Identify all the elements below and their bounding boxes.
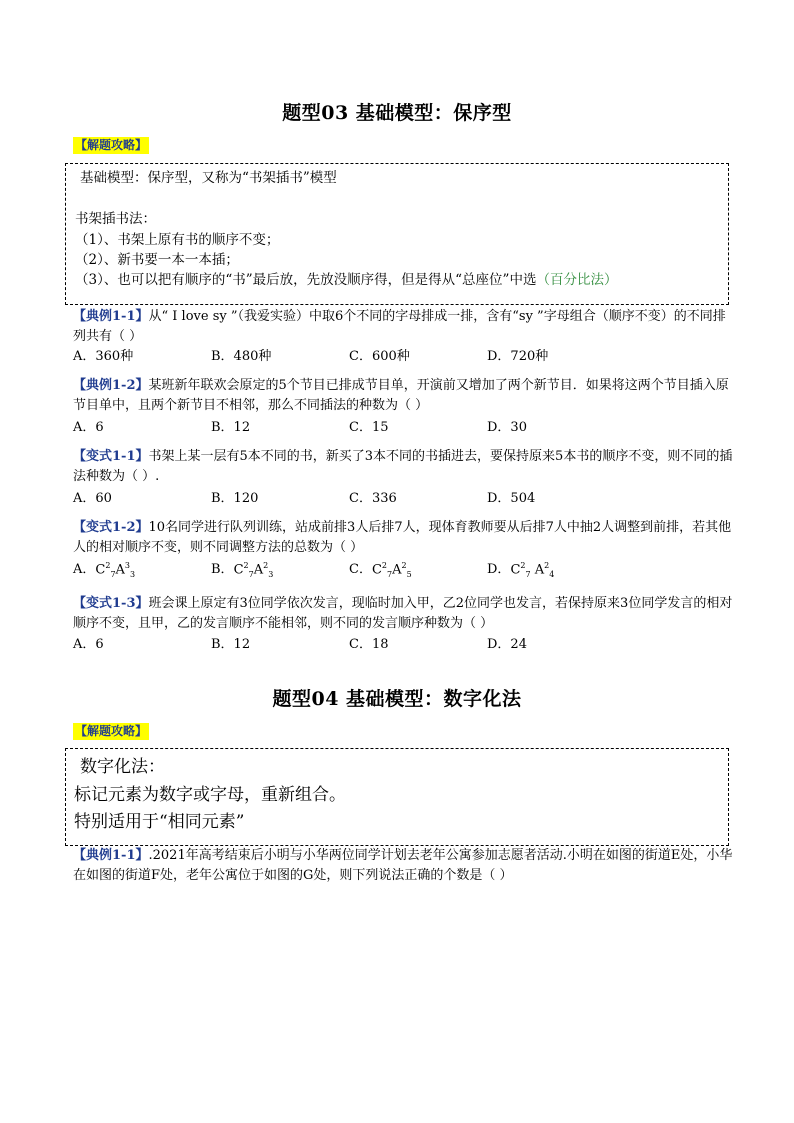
- box-line: （1）、书架上原有书的顺序不变；: [75, 232, 280, 248]
- option-b: B．12: [211, 420, 251, 435]
- option-b: B．12: [211, 637, 251, 652]
- option-c: C．$C^2_7A^2_5$: [349, 560, 412, 579]
- question-variant-1-1: [73, 447, 733, 487]
- question-example-2-1: [73, 846, 733, 886]
- section-title-04: 题型04 基础模型：数字化法: [272, 688, 522, 710]
- formula-icon: $C^2_7$ $A^2_4$: [510, 560, 555, 579]
- options-row: [73, 633, 733, 651]
- question-text: 书架上某一层有5本不同的书，新买了3本不同的书插进去，要保持原来5本书的顺序不变，则不同的插法种数为（ ）.: [73, 449, 733, 484]
- question-variant-1-2: [73, 518, 733, 558]
- question-label: 【变式1-3】: [73, 596, 149, 611]
- formula-icon: $C^2_7A^2_3$: [233, 560, 274, 579]
- option-a: A．60: [73, 491, 112, 506]
- strategy-tag: 【解题攻略】: [75, 138, 148, 152]
- option-d: D．720种: [487, 349, 549, 364]
- question-label: 【变式1-2】: [73, 520, 149, 535]
- option-c: C．18: [349, 637, 389, 652]
- option-d: D．$C^2_7$ $A^2_4$: [487, 560, 555, 579]
- question-label: 【变式1-1】: [73, 449, 149, 464]
- options-row: [73, 345, 733, 363]
- option-d: D．30: [487, 420, 527, 435]
- formula-icon: $C^2_7A^3_3$: [95, 560, 136, 579]
- option-d: D．24: [487, 637, 527, 652]
- option-c: C．336: [349, 491, 397, 506]
- question-variant-1-3: [73, 594, 733, 634]
- question-example-1-2: [73, 376, 733, 416]
- option-a: A．6: [73, 637, 104, 652]
- question-text: 班会课上原定有3位同学依次发言，现临时加入甲，乙2位同学也发言，若保持原来3位同学发言的相对顺序不变，且甲，乙的发言顺序不能相邻，则不同的发言顺序种数为（ ）: [73, 596, 733, 631]
- box-line-text: （3）、也可以把有顺序的“书”最后放，先放没顺序得，但是得从“总座位”中选: [75, 272, 537, 288]
- question-text: .2021年高考结束后小明与小华两位同学计划去老年公寓参加志愿者活动.小明在如图的街道E处，小华在如图的街道F处，老年公寓位于如图的G处，则下列说法正确的个数是（ ）: [73, 848, 733, 883]
- option-b: B．480种: [211, 349, 272, 364]
- box-line: [75, 268, 617, 288]
- question-text: 从“ I love sy ”（我爱实验）中取6个不同的字母排成一排，含有“sy ”字母组合（顺序不变）的不同排列共有（ ）: [73, 309, 726, 344]
- strategy-tag: 【解题攻略】: [75, 724, 148, 738]
- option-d: D．504: [487, 491, 536, 506]
- option-b: B．120: [211, 491, 259, 506]
- question-label: 【典例1-2】: [73, 378, 149, 393]
- option-c: C．600种: [349, 349, 410, 364]
- question-label: 【典例1-1】: [73, 848, 149, 863]
- question-example-1-1: [73, 307, 733, 347]
- box-line: 书架插书法：: [75, 211, 156, 227]
- formula-icon: $C^2_7A^2_5$: [371, 560, 412, 579]
- option-a: A．6: [73, 420, 104, 435]
- question-text: 某班新年联欢会原定的5个节目已排成节目单，开演前又增加了两个新节目．如果将这两个节目插入原节目单中，且两个新节目不相邻，那么不同插法的种数为（ ）: [73, 378, 729, 413]
- options-row: [73, 558, 733, 579]
- box-line: 特别适用于“相同元素”: [74, 812, 245, 832]
- option-a: A．360种: [73, 349, 134, 364]
- option-b: B．$C^2_7A^2_3$: [211, 560, 274, 579]
- box-line: 数字化法：: [80, 757, 165, 777]
- option-a: A．$C^2_7A^3_3$: [73, 560, 136, 579]
- question-label: 【典例1-1】: [73, 309, 149, 324]
- percent-method-note: （百分比法）: [536, 272, 618, 288]
- options-row: [73, 487, 733, 505]
- options-row: [73, 416, 733, 434]
- box-line: （2）、新书要一本一本插；: [75, 252, 239, 268]
- box-line: 标记元素为数字或字母，重新组合。: [74, 785, 346, 805]
- question-text: 10名同学进行队列训练，站成前排3人后排7人，现体育教师要从后排7人中抽2人调整到前排，若其他人的相对顺序不变，则不同调整方法的总数为（ ）: [73, 520, 732, 555]
- box-line: 基础模型：保序型，又称为“书架插书”模型: [80, 170, 337, 186]
- option-c: C．15: [349, 420, 389, 435]
- section-title-03: 题型03 基础模型：保序型: [282, 102, 512, 124]
